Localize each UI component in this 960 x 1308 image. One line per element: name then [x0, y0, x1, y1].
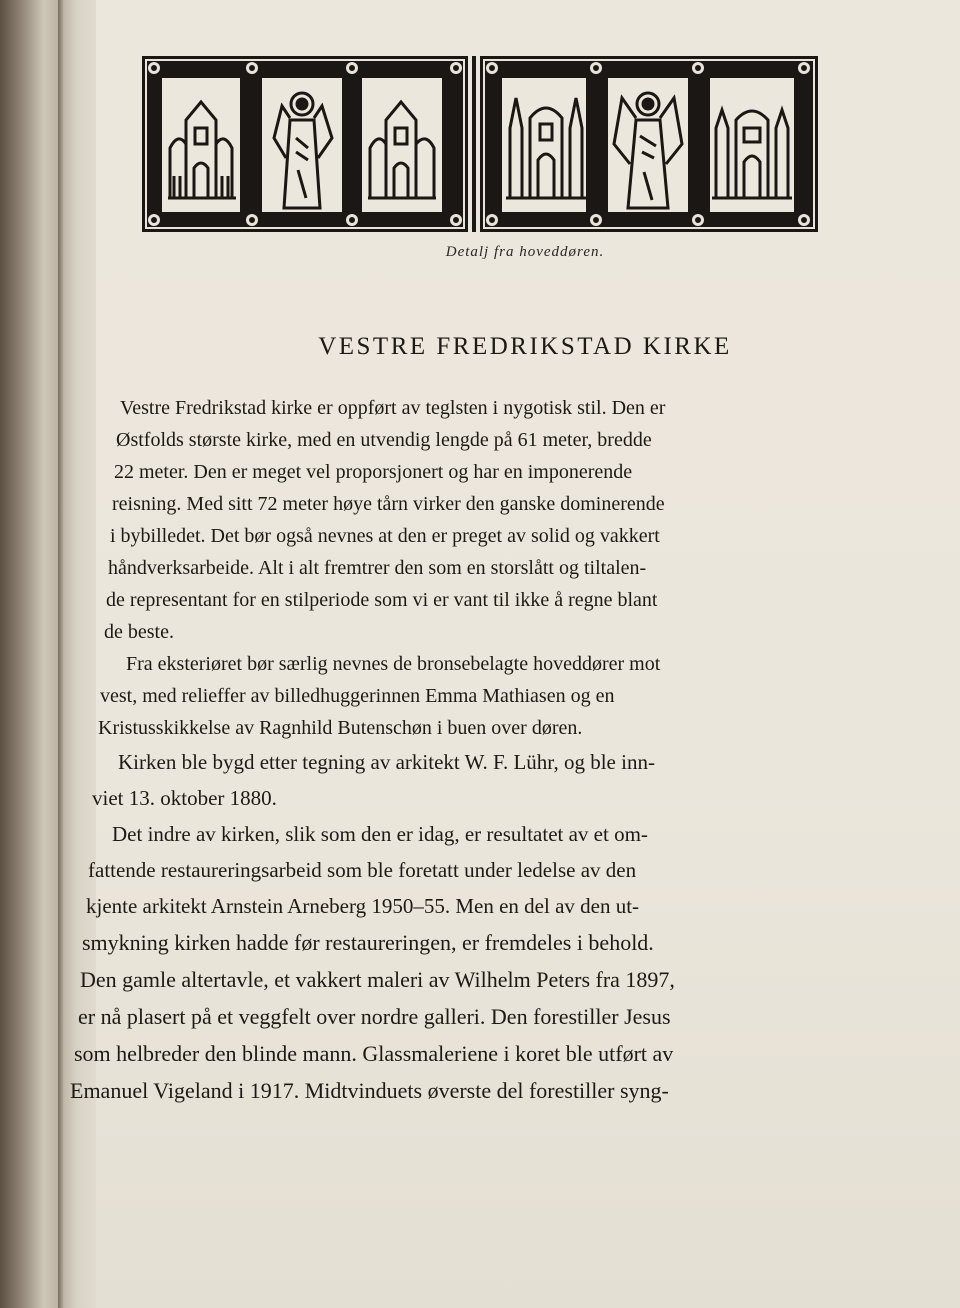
- figure-caption: Detalj fra hoveddøren.: [445, 244, 605, 260]
- text-line: Emanuel Vigeland i 1917. Midtvinduets øverste del forestiller syng-: [70, 1078, 669, 1103]
- text-line: Fra eksteriøret bør særlig nevnes de bronsebelagte hoveddører mot: [126, 653, 661, 675]
- text-line: de beste.: [104, 621, 174, 643]
- text-line: viet 13. oktober 1880.: [92, 786, 277, 810]
- text-line: Kirken ble bygd etter tegning av arkitekt W. F. Lühr, og ble inn-: [118, 750, 655, 774]
- page-title: VESTRE FREDRIKSTAD KIRKE: [318, 333, 732, 360]
- door-relief-illustration: [140, 48, 820, 238]
- text-line: kjente arkitekt Arnstein Arneberg 1950–55. Men en del av den ut-: [86, 894, 640, 918]
- text-line: Østfolds største kirke, med en utvendig lengde på 61 meter, bredde: [116, 429, 652, 451]
- article-body: [70, 392, 868, 1109]
- text-line: smykning kirken hadde før restaureringen, er fremdeles i behold.: [82, 930, 654, 955]
- text-line: i bybilledet. Det bør også nevnes at den er preget av solid og vakkert: [110, 525, 660, 547]
- text-line: Det indre av kirken, slik som den er idag, er resultatet av et om-: [112, 822, 648, 846]
- text-line: vest, med relieffer av billedhuggerinnen Emma Mathiasen og en: [100, 685, 615, 707]
- left-door-panel: [142, 56, 468, 232]
- right-door-panel: [480, 56, 818, 232]
- text-line: de representant for en stilperiode som vi er vant til ikke å regne blant: [106, 589, 658, 611]
- text-line: håndverksarbeide. Alt i alt fremtrer den som en storslått og tiltalen-: [108, 557, 647, 579]
- text-line: fattende restaureringsarbeid som ble foretatt under ledelse av den: [88, 858, 637, 882]
- text-line: Vestre Fredrikstad kirke er oppført av teglsten i nygotisk stil. Den er: [120, 397, 666, 419]
- text-line: Den gamle altertavle, et vakkert maleri av Wilhelm Peters fra 1897,: [80, 967, 675, 992]
- text-line: er nå plasert på et veggfelt over nordre galleri. Den forestiller Jesus: [78, 1004, 671, 1029]
- text-line: Kristusskikkelse av Ragnhild Butenschøn i buen over døren.: [98, 717, 583, 739]
- text-line: som helbreder den blinde mann. Glassmaleriene i koret ble utført av: [74, 1041, 674, 1066]
- text-line: 22 meter. Den er meget vel proporsjonert og har en imponerende: [114, 461, 633, 483]
- text-line: reisning. Med sitt 72 meter høye tårn virker den ganske dominerende: [112, 493, 665, 515]
- book-gutter: [0, 0, 110, 1308]
